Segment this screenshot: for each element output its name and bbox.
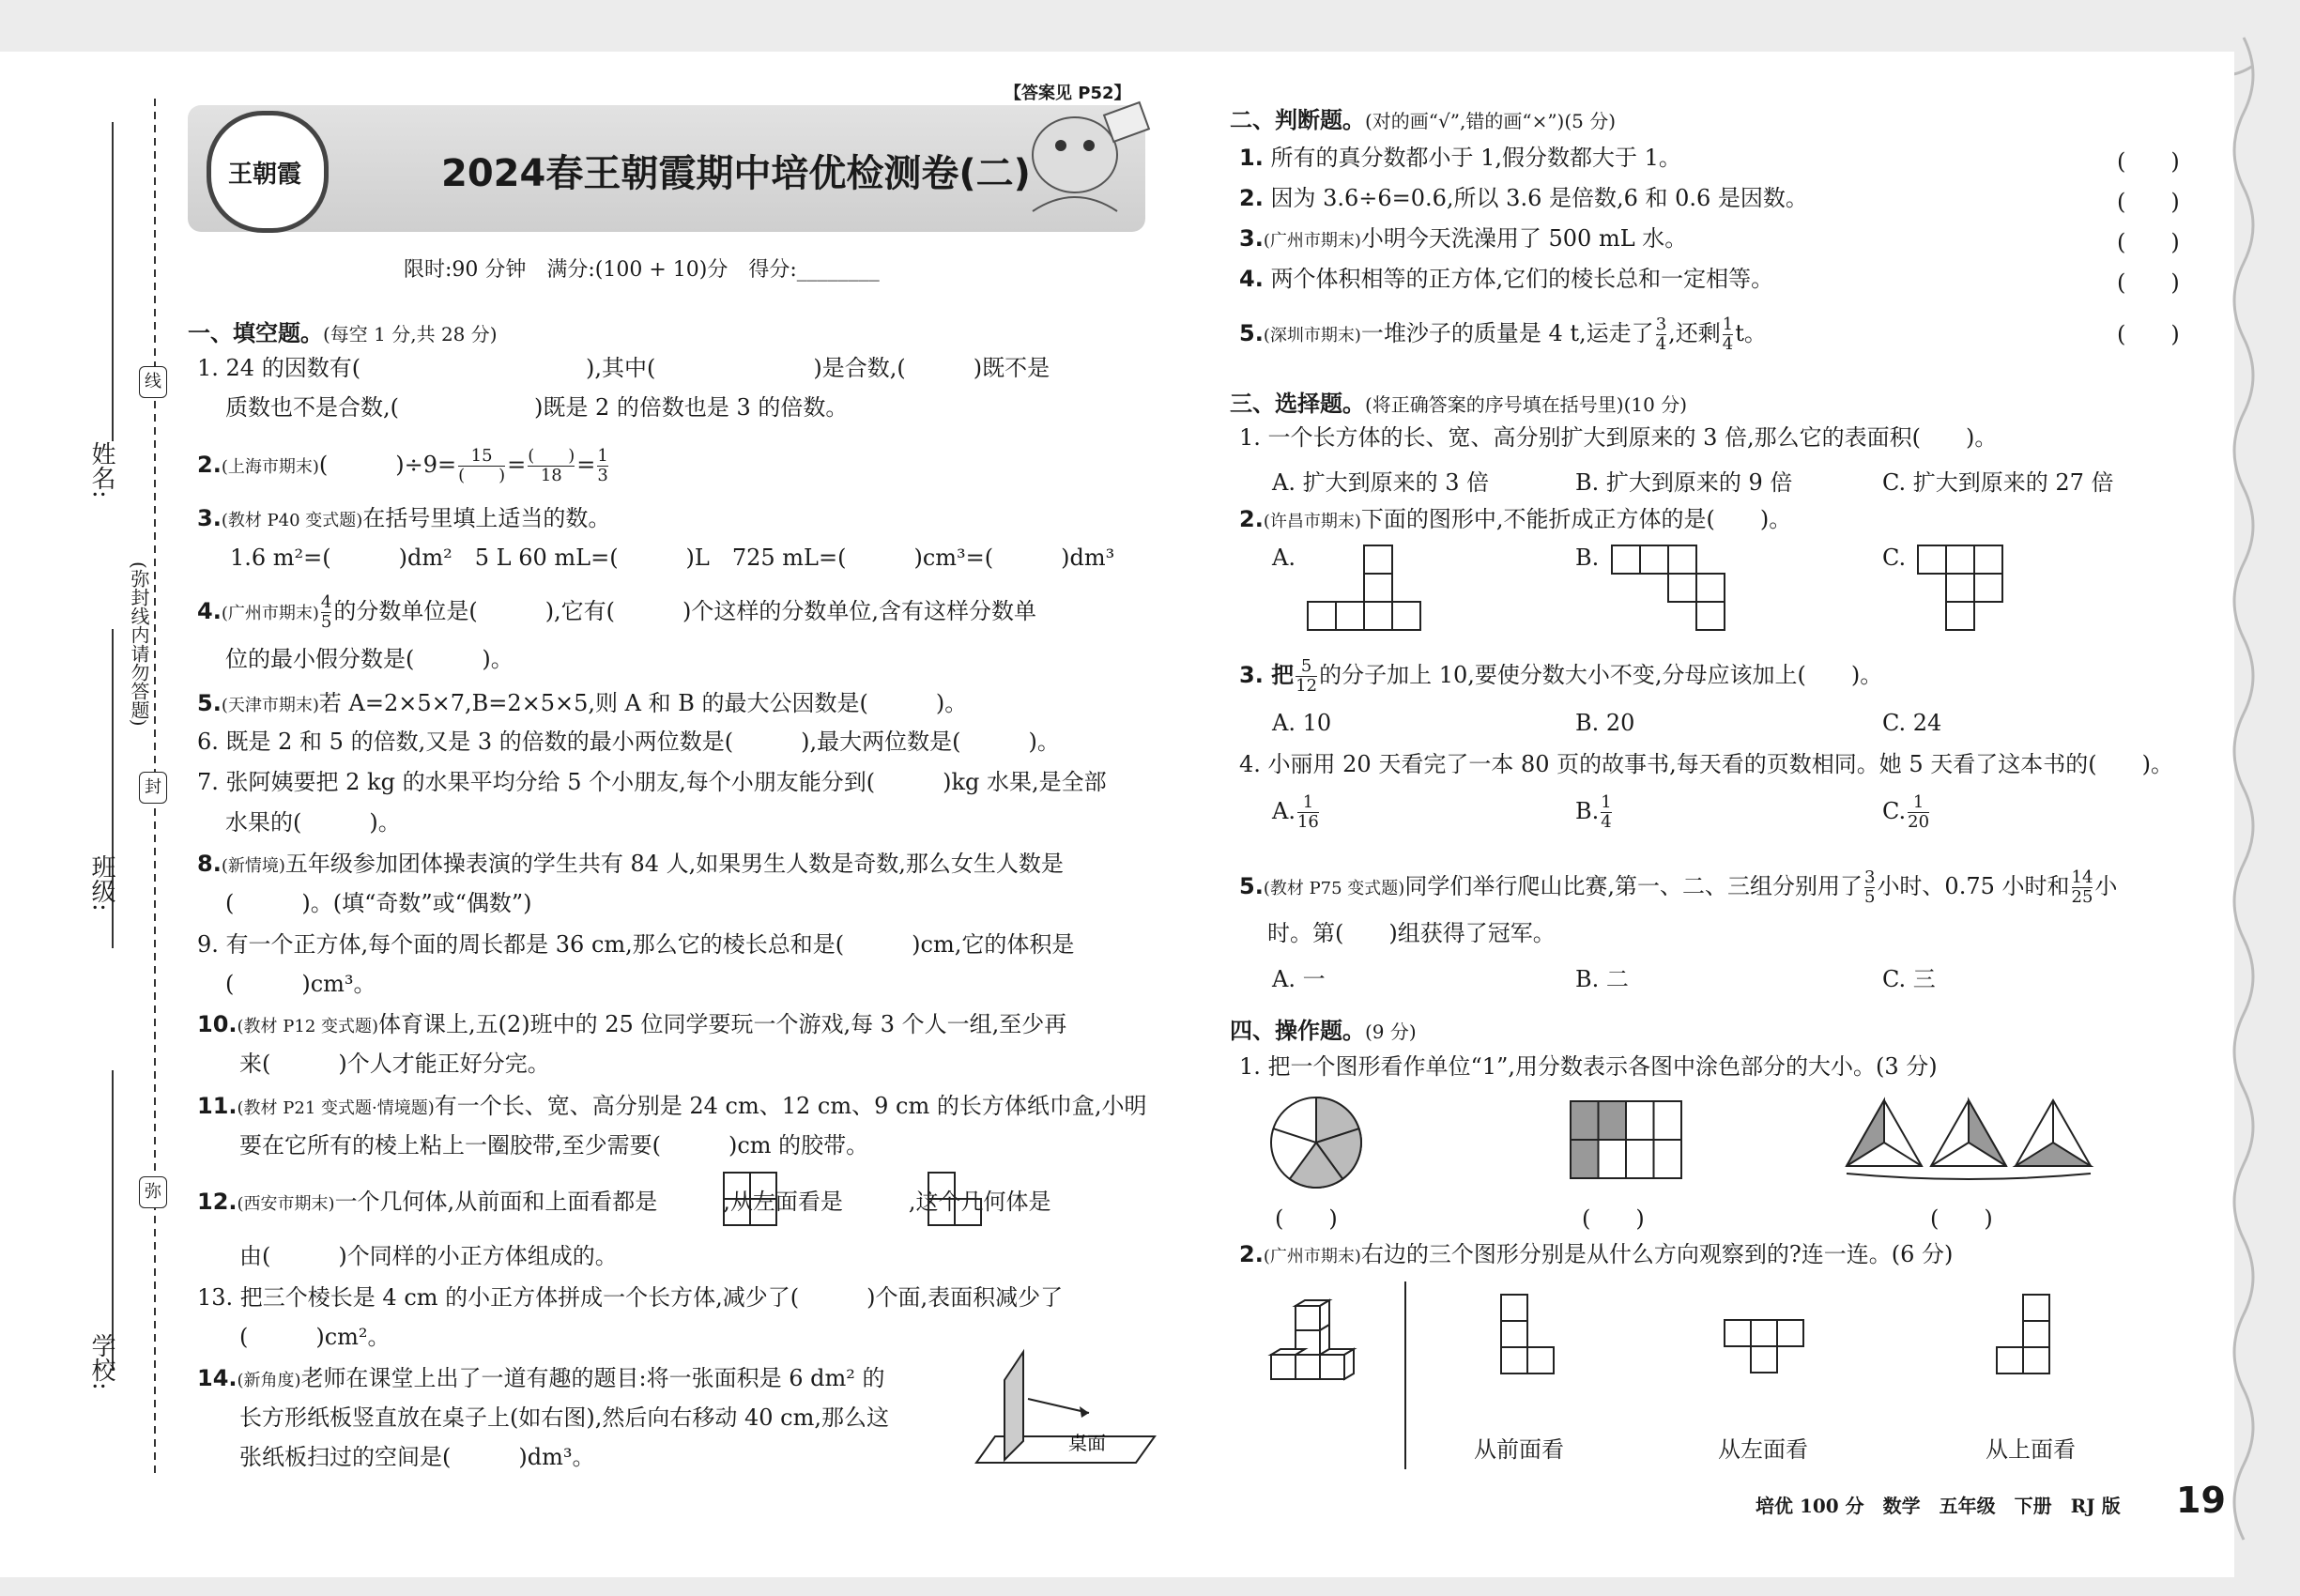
s1-q5: 5.(天津市期末)若 A=2×5×7,B=2×5×5,则 A 和 B 的最大公因数是( )。 xyxy=(197,690,968,716)
s3-q3-option-c: C. 24 xyxy=(1882,710,1942,736)
answer-underlines xyxy=(111,122,115,1371)
seal-mi-mark: 弥 xyxy=(139,1176,167,1208)
class-label: 班级: xyxy=(87,854,115,912)
page-number: 19 xyxy=(2176,1480,2226,1521)
mascot-illustration xyxy=(995,89,1155,230)
s3-q2-option-a: A. xyxy=(1272,545,1296,571)
s1-q14-line2: 长方形纸板竖直放在桌子上(如右图),然后向右移动 40 cm,那么这 xyxy=(239,1404,889,1431)
wavy-border-right xyxy=(2225,38,2300,1596)
s4-q2: 2.(广州市期末)右边的三个图形分别是从什么方向观察到的?连一连。(6 分) xyxy=(1239,1241,1954,1267)
fraction: $\frac{1}{4}$ xyxy=(1722,315,1734,354)
cube-net-c xyxy=(1917,545,2039,634)
s1-q8: 8.(新情境)五年级参加团体操表演的学生共有 84 人,如果男生人数是奇数,那么女生人数是 xyxy=(197,851,1064,877)
table-surface-label: 桌面 xyxy=(1068,1432,1106,1454)
seal-warning-text: (弥封线内请勿答题) xyxy=(128,561,150,727)
fraction: $\frac{4}{5}$ xyxy=(320,592,332,632)
s1-q1-line2: 质数也不是合数,( )既是 2 的倍数也是 3 的倍数。 xyxy=(225,394,849,421)
answer-paren[interactable]: ( ) xyxy=(1582,1205,1645,1232)
fraction: $\frac{1}{16}$ xyxy=(1296,792,1319,832)
q12-left-view xyxy=(928,1172,984,1228)
section1-title: 一、填空题。(每空 1 分,共 28 分) xyxy=(188,320,498,346)
s1-q9-line1: 9. 有一个正方体,每个面的周长都是 36 cm,那么它的棱长总和是( )cm,它的体积是 xyxy=(197,931,1075,958)
s3-q4-option-c: C. $\frac{1}{20}$ xyxy=(1882,792,1930,832)
s3-q1-option-c: C. 扩大到原来的 27 倍 xyxy=(1882,469,2114,496)
s1-q9-line2: ( )cm³。 xyxy=(225,971,376,997)
s1-q12: 12.(西安市期末)一个几何体,从前面和上面看都是 ,从左面看是 ,这个几何体是 xyxy=(197,1189,1051,1215)
s2-item-4: 4. 两个体积相等的正方体,它们的棱长总和一定相等。 xyxy=(1239,266,1774,292)
s3-q1-option-a: A. 扩大到原来的 3 倍 xyxy=(1272,469,1490,496)
cube-net-b xyxy=(1611,545,1733,634)
fraction: $\frac{5}{12}$ xyxy=(1296,656,1318,696)
view-shape-2 xyxy=(1724,1319,1810,1379)
name-label: 姓名: xyxy=(87,441,115,499)
school-label: 学校: xyxy=(87,1333,115,1390)
fraction: $\frac{3}{5}$ xyxy=(1863,867,1876,907)
s3-q5-line2: 时。第( )组获得了冠军。 xyxy=(1267,920,1556,946)
shaded-grid-figure xyxy=(1570,1100,1684,1181)
answer-paren[interactable]: ( ) xyxy=(2117,269,2180,296)
footer-series: 培优 100 分 数学 五年级 下册 RJ 版 xyxy=(1756,1495,2121,1517)
section2-title: 二、判断题。(对的画“√”,错的画“×”)(5 分) xyxy=(1230,107,1617,133)
s1-q13-line1: 13. 把三个棱长是 4 cm 的小正方体拼成一个长方体,减少了( )个面,表面积减少了 xyxy=(197,1284,1064,1311)
s3-q4-option-b: B. $\frac{1}{4}$ xyxy=(1575,792,1612,832)
section4-title: 四、操作题。(9 分) xyxy=(1230,1018,1417,1044)
view-label-top: 从上面看 xyxy=(1986,1436,2076,1463)
logo-text: 王朝霞 xyxy=(228,161,302,189)
section3-title: 三、选择题。(将正确答案的序号填在括号里)(10 分) xyxy=(1230,391,1688,417)
s3-q4: 4. 小丽用 20 天看完了一本 80 页的故事书,每天看的页数相同。她 5 天看了这本书的( )。 xyxy=(1239,751,2174,777)
shaded-circle-figure xyxy=(1267,1094,1365,1191)
answer-paren[interactable]: ( ) xyxy=(2117,321,2180,347)
view-shape-3 xyxy=(1996,1294,2056,1378)
isometric-cube-stack xyxy=(1267,1300,1371,1404)
s1-q4: 4.(广州市期末) $\frac{4}{5}$ 的分数单位是( ),它有( )个这样的分数单位,含有这样分数单 xyxy=(197,592,1037,632)
s3-q3: 3. 把 $\frac{5}{12}$ 的分子加上 10,要使分数大小不变,分母应该加上( )。 xyxy=(1239,656,1883,696)
answer-paren[interactable]: ( ) xyxy=(2117,229,2180,255)
answer-paren[interactable]: ( ) xyxy=(1930,1205,1993,1232)
s3-q5-option-a: A. 一 xyxy=(1272,966,1326,992)
s1-q4-line2: 位的最小假分数是( )。 xyxy=(225,646,514,672)
s3-q5-option-c: C. 三 xyxy=(1882,966,1936,992)
s3-q2-option-c: C. xyxy=(1882,545,1907,571)
s3-q1-option-b: B. 扩大到原来的 9 倍 xyxy=(1575,469,1793,496)
s3-q5: 5.(教材 P75 变式题)同学们举行爬山比赛,第一、二、三组分别用了 $\frac{3}{5}$ 小时、0.75 小时和 $\frac{14}{25}$ 小 xyxy=(1239,867,2118,907)
s3-q3-option-a: A. 10 xyxy=(1272,710,1332,736)
seal-seal-mark: 封 xyxy=(139,772,167,804)
s1-q7-line2: 水果的( )。 xyxy=(225,809,401,836)
s2-item-3: 3.(广州市期末)小明今天洗澡用了 500 mL 水。 xyxy=(1239,225,1688,252)
s3-q3-option-b: B. 20 xyxy=(1575,710,1635,736)
answer-paren[interactable]: ( ) xyxy=(2117,189,2180,215)
fraction: $\frac{1}{3}$ xyxy=(597,446,608,485)
s2-item-5: 5.(深圳市期末)一堆沙子的质量是 4 t,运走了 $\frac{3}{4}$ ,还剩 $\frac{1}{4}$ t。 xyxy=(1239,315,1767,354)
exam-title: 2024春王朝霞期中培优检测卷(二) xyxy=(441,152,1031,195)
answer-reference: 【答案见 P52】 xyxy=(1004,84,1131,103)
exam-meta: 限时:90 分钟 满分:(100 + 10)分 得分:________ xyxy=(404,258,880,282)
view-shape-1 xyxy=(1500,1294,1560,1378)
logo-seal xyxy=(207,111,329,233)
fraction: $\frac{15}{( )}$ xyxy=(458,446,506,485)
s1-q2: 2.(上海市期末)( )÷9= $\frac{15}{( )}$ = $\frac{( )}{18}$ = $\frac{1}{3}$ xyxy=(197,446,608,485)
seal-line-mark: 线 xyxy=(139,366,167,398)
s1-q11-line2: 要在它所有的棱上粘上一圈胶带,至少需要( )cm 的胶带。 xyxy=(239,1132,869,1159)
fraction: $\frac{1}{4}$ xyxy=(1601,792,1612,832)
cube-net-a xyxy=(1307,545,1429,634)
shaded-triangles-figure xyxy=(1842,1091,2095,1185)
s3-q2: 2.(许昌市期末)下面的图形中,不能折成正方体的是( )。 xyxy=(1239,506,1792,532)
view-label-front: 从前面看 xyxy=(1474,1436,1564,1463)
answer-paren[interactable]: ( ) xyxy=(1275,1205,1338,1232)
s1-q11: 11.(教材 P21 变式题·情境题)有一个长、宽、高分别是 24 cm、12 cm、9 cm 的长方体纸巾盒,小明 xyxy=(197,1093,1147,1119)
s2-item-1: 1. 所有的真分数都小于 1,假分数都大于 1。 xyxy=(1239,145,1681,171)
fraction: $\frac{( )}{18}$ xyxy=(528,446,575,485)
view-label-left: 从左面看 xyxy=(1718,1436,1808,1463)
q12-front-top-view xyxy=(723,1172,779,1228)
fraction: $\frac{3}{4}$ xyxy=(1655,315,1667,354)
answer-paren[interactable]: ( ) xyxy=(2117,148,2180,175)
s1-q1-line1: 1. 24 的因数有( ),其中( )是合数,( )既不是 xyxy=(197,355,1050,381)
s1-q10-line2: 来( )个人才能正好分完。 xyxy=(239,1051,550,1077)
fraction: $\frac{1}{20}$ xyxy=(1908,792,1930,832)
s3-q2-option-b: B. xyxy=(1575,545,1600,571)
s2-item-2: 2. 因为 3.6÷6=0.6,所以 3.6 是倍数,6 和 0.6 是因数。 xyxy=(1239,185,1808,211)
s1-q3: 3.(教材 P40 变式题)在括号里填上适当的数。 xyxy=(197,505,611,531)
s1-q14-line3: 张纸板扫过的空间是( )dm³。 xyxy=(239,1444,595,1470)
s3-q1: 1. 一个长方体的长、宽、高分别扩大到原来的 3 倍,那么它的表面积( )。 xyxy=(1239,424,1998,451)
s1-q12-line2: 由( )个同样的小正方体组成的。 xyxy=(239,1243,618,1269)
divider-line xyxy=(1403,1281,1407,1469)
s1-q7-line1: 7. 张阿姨要把 2 kg 的水果平均分给 5 个小朋友,每个小朋友能分到( )kg 水果,是全部 xyxy=(197,769,1107,795)
s1-q6: 6. 既是 2 和 5 的倍数,又是 3 的倍数的最小两位数是( ),最大两位数是( )。 xyxy=(197,729,1060,755)
s1-q14: 14.(新角度)老师在课堂上出了一道有趣的题目:将一张面积是 6 dm² 的 xyxy=(197,1365,885,1391)
s1-q8-line2: ( )。(填“奇数”或“偶数”) xyxy=(225,890,532,916)
s3-q4-option-a: A. $\frac{1}{16}$ xyxy=(1272,792,1319,832)
q14-cardboard-figure xyxy=(976,1343,1155,1465)
s3-q5-option-b: B. 二 xyxy=(1575,966,1629,992)
s4-q1: 1. 把一个图形看作单位“1”,用分数表示各图中涂色部分的大小。(3 分) xyxy=(1239,1053,1938,1080)
fraction: $\frac{14}{25}$ xyxy=(2071,867,2093,907)
s1-q10: 10.(教材 P12 变式题)体育课上,五(2)班中的 25 位同学要玩一个游戏,每 3 个人一组,至少再 xyxy=(197,1011,1067,1037)
s1-q3-line2: 1.6 m²=( )dm² 5 L 60 mL=( )L 725 mL=( )cm³=( )dm³ xyxy=(230,545,1115,571)
s1-q13-line2: ( )cm²。 xyxy=(239,1324,391,1350)
